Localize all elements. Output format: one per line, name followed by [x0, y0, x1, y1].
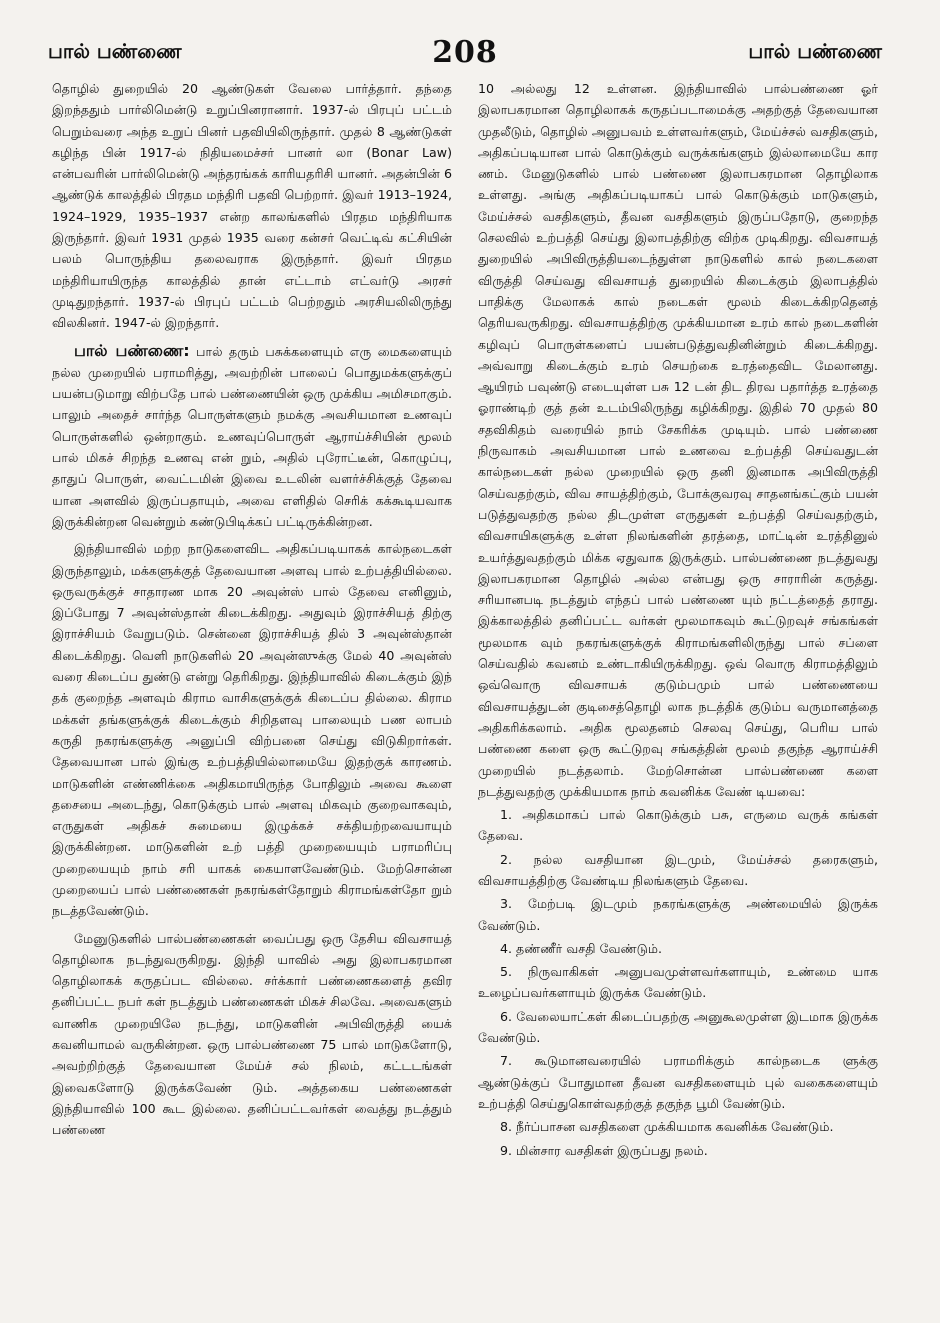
left-column	[52, 78, 452, 1141]
list-item: 2. நல்ல வசதியான இடமும், மேய்ச்சல் தரைகளும், விவசாயத்திற்கு வேண்டிய நிலங்களும் தேவை.	[478, 851, 878, 888]
page-header	[48, 32, 882, 72]
right-column	[478, 78, 878, 1161]
list-item: 1. அதிகமாகப் பால் கொடுக்கும் பசு, எருமை வருக் கங்கள் தேவை.	[478, 807, 878, 844]
entry-title: பால் பண்ணை:	[74, 340, 190, 360]
list-item: 9. மின்சார வசதிகள் இருப்பது நலம்.	[500, 1142, 708, 1158]
list-item: 5. நிருவாகிகள் அனுபவமுள்ளவர்களாயும், உண்மை யாக உழைப்பவர்களாயும் இருக்க வேண்டும்.	[478, 964, 878, 1001]
list-item: 8. நீர்ப்பாசன வசதிகளை முக்கியமாக கவனிக்க வேண்டும்.	[500, 1119, 834, 1135]
list-item: 6. வேலையாட்கள் கிடைப்பதற்கு அனுகூலமுள்ள இடமாக இருக்க வேண்டும்.	[478, 1008, 878, 1046]
body-paragraph: மேனுடுகளில் பால்பண்ணைகள் வைப்பது ஒரு தேசிய விவசாயத் தொழிலாக நடந்துவருகிறது. இந்தி யாவில் அது இலாபகரமான தொழிலாகக் கருதப்பட வில்லை. சர்க்கார் பண்ணைகளைத் தவிர தனிப்பட்ட நபர் கள் நடத்தும் பண்ணைகள் மிகச் சிலவே. அவைகளும் வாணிக முறையிலே நடந்து, மாடுகளின் அபிவிருத்தி யைக் கவனியாமல் வருகின்றன. ஒரு பால்பண்ணை 75 பால் மாடுகளோடு, அவற்றிற்குத் தேவையான மேய்ச் சல் நிலம், கட்டடங்கள் இவைகளோடு இருக்கவேண் டும். அத்தகைய பண்ணைகள் இந்தியாவில் 100 கூட இல்லை. தனிப்பட்டவர்கள் வைத்து நடத்தும் பண்ணை	[52, 930, 452, 1138]
list-item: 3. மேற்படி இடமும் நகரங்களுக்கு அண்மையில் இருக்க வேண்டும்.	[478, 896, 878, 933]
list-item: 4. தண்ணீர் வசதி வேண்டும்.	[500, 940, 662, 956]
header-right-title: பால் பண்ணை	[748, 38, 882, 63]
entry-intro-text: பால் தரும் பசுக்களையும் எரு மைகளையும் நல்ல முறையில் பராமரித்து, அவற்றின் பாலைப் பொதுமக்களுக்குப் பயன்படுமாறு விற்பதே பால் பண்ணையின் ஒரு முக்கிய அமிசமாகும். பாலும் அதைச் சார்ந்த பொருள்களும் நமக்கு அவசியமான உணவுப் பொருள்களில் ஒன்றாகும். உணவுப்பொருள் ஆராய்ச்சியின் மூலம் பால் மிகச் சிறந்த உணவு என் றும், அதில் புரோட்டீன், கொழுப்பு, தாதுப் பொருள், வைட்டமின் இவை உடலின் வளர்ச்சிக்குத் தேவை யான அளவில் இருப்பதாயும், அவை எளிதில் செரிக் கக்கூடியவாக இருக்கின்றன வென்றும் கண்டுபிடிக்கப் பட்டிருக்கின்றன.	[52, 343, 453, 529]
page-number: 208	[432, 34, 498, 70]
body-paragraph: 10 அல்லது 12 உள்ளன. இந்தியாவில் பால்பண்ணை ஓர் இலாபகரமான தொழிலாகக் கருதப்படாமைக்கு அதற்குத் தேவையான முதலீடும், தொழில் அனுபவம் உள்ளவர்களும், மேய்ச்சல் வசதிகளும், அதிகப்படியான பால் கொடுக்கும் வருக்கங்களும் இல்லாமையே கார ணம். மேனுடுகளில் பால் பண்ணை இலாபகரமான தொழிலாக உள்ளது. அங்கு அதிகப்படியாகப் பால் கொடுக்கும் மாடுகளும், மேய்ச்சல் வசதிகளும், தீவன வசதிகளும் இருப்பதோடு, குறைந்த செலவில் உற்பத்தி செய்து இலாபத்திற்கு விற்க முடிகிறது. விவசாயத் துறையில் அபிவிருத்தியடைந்துள்ள நாடுகளில் கால் நடைகளை விருத்தி செய்வது விவசாயத் துறையில் கிடைக்கும் இலாபத்தில் பாதிக்கு மேலாகக் கால் நடைகள் மூலம் கிடைக்கிறதெனத் தெரியவருகிறது. விவசாயத்திற்கு முக்கியமான உரம் கால் நடைகளின் கழிவுப் பொருள்களைப் பயன்படுத்துவதினின்றும் கிடைக்கிறது. அவ்வாறு கிடைக்கும் உரம் செயற்கை உரத்தைவிட மேலானது. ஆயிரம் பவுண்டு எடையுள்ள பசு 12 டன் திட திரவ பதார்த்த உரத்தை ஓராண்டிற் குத் தன் உடம்பிலிருந்து கழிக்கிறது. இதில் 70 முதல் 80 சதவிகிதம் வரையில் நாம் சேகரிக்க முடியும். பால் பண்ணை நிருவாகம் அவசியமான பால் உணவை உற்பத்தி செய்வதுடன் கால்நடைகள் நல்ல முறையில் ஒரு தனி இனமாக அபிவிருத்தி செய்வதற்கும், விவ சாயத்திற்கும், போக்குவரவு சாதனங்கட்கும் பயன் படுத்துவதற்கு நல்ல திடமுள்ள எருதுகள் உற்பத்தி செய்வதற்கும், விவசாயிகளுக்கு உள்ள நிலங்களின் தரத்தை, மாட்டின் உரத்தினுல் உயர்த்துவதற்கும் மிக்க ஏதுவாக இருக்கும். பால்பண்ணை நடத்துவது இலாபகரமான தொழில் அல்ல என்பது ஒரு சாராரின் கருத்து. சரியானபடி நடத்தும் எந்தப் பால் பண்ணை யும் நட்டத்தைத் தராது. இக்காலத்தில் தனிப்பட்ட வர்கள் மூலமாகவும் கூட்டுறவுச் சங்கங்கள் மூலமாக வும் நகரங்களுக்குக் கிராமங்களிலிருந்து பால் சப்ளை செய்வதில் கவனம் உண்டாகியிருக்கிறது. ஒவ் வொரு கிராமத்திலும் ஒவ்வொரு விவசாயக் குடும்பமும் பால் பண்ணையை விவசாயத்துடன் குடிசைத்தொழி லாக நடத்திக் குடும்ப வருமானத்தை அதிகரிக்கலாம். அதிக மூலதனம் செலவு செய்து, பெரிய பால் பண்ணை களை ஒரு கூட்டுறவு சங்கத்தின் மூலம் தகுந்த ஆராய்ச்சி முறையில் நடத்தலாம். மேற்சொன்ன பால்பண்ணை களை நடத்துவதற்கு முக்கியமாக நாம் கவனிக்க வேண் டியவை:	[478, 81, 878, 799]
entry-paragraph	[52, 340, 452, 533]
continued-paragraph: தொழில் துறையில் 20 ஆண்டுகள் வேலை பார்த்தார். தந்தை இறந்ததும் பார்லிமென்டு உறுப்பினரானார். 1937-ல் பிரபுப் பட்டம் பெறும்வரை அந்த உறுப் பினர் பதவியிலிருந்தார். முதல் 8 ஆண்டுகள் கழிந்த பின் 1917-ல் நிதியமைச்சர் பானர் லா (Bonar Law) என்பவரின் பார்லிமென்டு அந்தரங்கக் காரியதரிசி யானர். அதன்பின் 6 ஆண்டுக் காலத்தில் பிரதம மந்திரி பதவி பெற்றார். இவர் 1913–1924, 1924–1929, 1935–1937 என்ற காலங்களில் பிரதம மந்திரியாக இருந்தார். இவர் 1931 முதல் 1935 வரை கன்சர் வெட்டிவ் கட்சியின் பலம் பொருந்திய தலைவராக இருந்தார். இவர் பிரதம மந்திரியாயிருந்த காலத்தில் தான் எட்டாம் எட்வர்டு அரசர் முடிதுறந்தார். 1937-ல் பிரபுப் பட்டம் பெற்றதும் அரசியலிலிருந்து விலகினர். 1947-ல் இறந்தார்.	[52, 81, 452, 331]
header-left-title: பால் பண்ணை	[48, 38, 182, 63]
list-item: 7. கூடுமானவரையில் பராமரிக்கும் கால்நடைக ளுக்கு ஆண்டுக்குப் போதுமான தீவன வசதிகளையும் புல் வகைகளையும் உற்பத்தி செய்துகொள்வதற்குத் தகுந்த பூமி வேண்டும்.	[478, 1053, 878, 1111]
body-paragraph: இந்தியாவில் மற்ற நாடுகளைவிட அதிகப்படியாகக் கால்நடைகள் இருந்தாலும், மக்களுக்குத் தேவையான அளவு பால் உற்பத்தியில்லை. ஒருவருக்குச் சாதாரண மாக 20 அவுன்ஸ் பால் தேவை எனினும், இப்போது 7 அவுன்ஸ்தான் கிடைக்கிறது. அதுவும் இராச்சியத் திற்கு இராச்சியம் வேறுபடும். சென்னை இராச்சியத் தில் 3 அவுன்ஸ்தான் கிடைக்கிறது. வெளி நாடுகளில் 20 அவுன்ஸுக்கு மேல் 40 அவுன்ஸ் வரை கிடைப்ப துண்டு என்று தெரிகிறது. இந்தியாவில் கிடைக்கும் இந் தக் குறைந்த அளவும் கிராம வாசிகளுக்குக் கிடைப்ப தில்லை. கிராம மக்கள் தங்களுக்குக் கிடைக்கும் சிறிதளவு பாலையும் பண லாபம் கருதி நகரங்களுக்கு அனுப்பி விற்பனை செய்து விடுகிறார்கள். தேவையான பால் இங்கு உற்பத்தியில்லாமையே இதற்குக் காரணம். மாடுகளின் எண்ணிக்கை அதிகமாயிருந்த போதிலும் அவை கூளை தசையை அடைந்து, கொடுக்கும் பால் அளவு மிகவும் குறைவாகவும், எருதுகள் அதிகச் சுமையை இழுக்கச் சக்தியற்றவையாயும் இருக்கின்றன. மாடுகளின் உற் பத்தி முறையையும் பராமரிப்பு முறையையும் நாம் சரி யாகக் கையாளவேண்டும். மேற்சொன்ன முறையைப் பால் பண்ணைகள் நகரங்கள்தோறும் கிராமங்கள்தோ றும் நடத்தவேண்டும்.	[52, 541, 452, 919]
